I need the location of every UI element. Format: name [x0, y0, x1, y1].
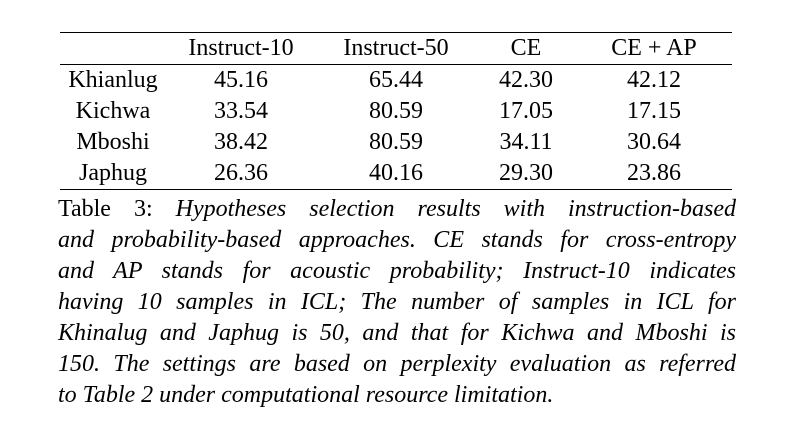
caption-line: having 10 samples in ICL; The number of samples in ICL for — [58, 289, 736, 315]
column-header-ce-ap: CE + AP — [611, 35, 697, 61]
table-cell: 42.30 — [499, 67, 553, 93]
caption-label: Table 3: — [58, 196, 153, 222]
column-header-language — [60, 33, 166, 65]
caption-line: 150. The settings are based on perplexity evaluation as referred — [58, 351, 736, 377]
table-row — [60, 96, 732, 127]
caption-line: and probability-based approaches. CE stands for cross-entropy — [58, 227, 736, 253]
column-header-instruct-50: Instruct-50 — [343, 35, 449, 61]
table-cell: 26.36 — [214, 160, 268, 186]
column-header-instruct-10: Instruct-10 — [188, 35, 294, 61]
table-cell: 34.11 — [499, 129, 553, 155]
caption-line: Khinalug and Japhug is 50, and that for Kichwa and Mboshi is — [58, 320, 736, 346]
row-label: Japhug — [79, 160, 147, 186]
results-table-container — [60, 32, 732, 190]
table-cell: 45.16 — [214, 67, 268, 93]
caption-line: and AP stands for acoustic probability; Instruct-10 indicates — [58, 258, 736, 284]
table-cell: 80.59 — [369, 129, 423, 155]
caption-line — [58, 194, 736, 225]
column-header-ce: CE — [510, 35, 542, 61]
table-cell: 65.44 — [369, 67, 423, 93]
table-cell: 80.59 — [369, 98, 423, 124]
results-table — [60, 32, 732, 190]
row-label: Mboshi — [76, 129, 150, 155]
row-label: Kichwa — [75, 98, 151, 124]
table-cell: 40.16 — [369, 160, 423, 186]
table-header-row — [60, 33, 732, 65]
table-cell: 17.05 — [499, 98, 553, 124]
table-cell: 30.64 — [627, 129, 681, 155]
table-cell: 38.42 — [214, 129, 268, 155]
table-cell: 17.15 — [627, 98, 681, 124]
table-cell: 33.54 — [214, 98, 268, 124]
table-cell: 23.86 — [627, 160, 681, 186]
row-label: Khianlug — [68, 67, 158, 93]
table-cell: 29.30 — [499, 160, 553, 186]
table-row — [60, 65, 732, 97]
table-cell: 42.12 — [627, 67, 681, 93]
caption-line: to Table 2 under computational resource limitation. — [58, 382, 554, 408]
table-row — [60, 158, 732, 190]
caption-text: Hypotheses selection results with instruction-based — [175, 196, 737, 222]
table-row — [60, 127, 732, 158]
table-caption — [58, 194, 736, 411]
